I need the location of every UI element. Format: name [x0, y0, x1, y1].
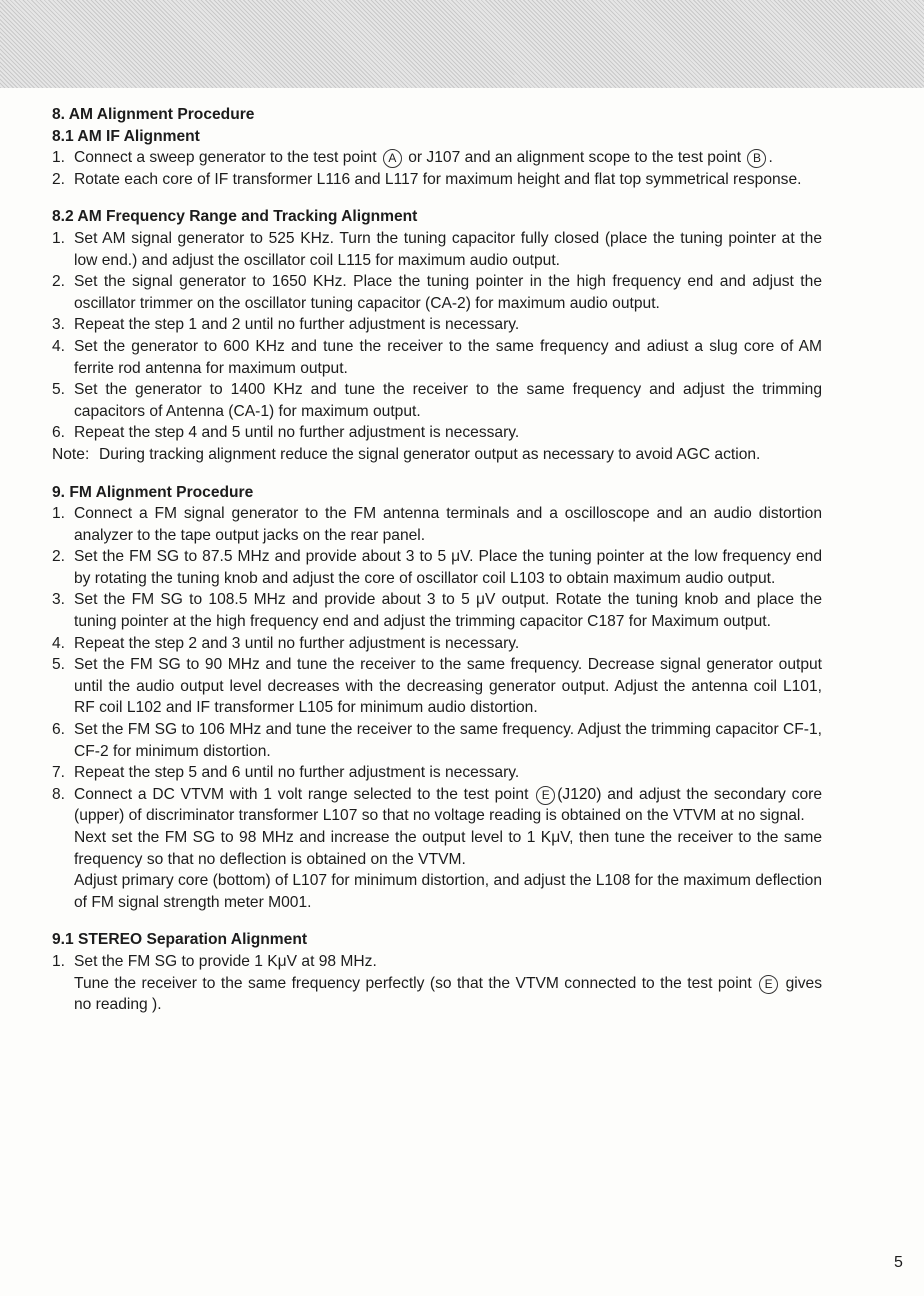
step-8-paragraph-3: Adjust primary core (bottom) of L107 for minimum distortion, and adjust the L108 for the maximum deflection of FM signal strength meter M001.: [74, 872, 822, 911]
step-text: Set the FM SG to 87.5 MHz and provide about 3 to 5 μV. Place the tuning pointer at the low frequency end by rotating the tuning knob and adjust the core of oscillator coil L103 to obtain maximum audio output.: [74, 548, 822, 587]
list-item: [52, 951, 822, 973]
section-9-1-steps: [52, 951, 822, 973]
stereo-step-paragraph-2: Tune the receiver to the same frequency perfectly (so that the VTVM connected to the test point E gives no reading ).: [74, 974, 822, 1014]
step-text: Connect a DC VTVM with 1 volt range selected to the test point E (J120) and adjust the secondary core (upper) of discriminator transformer L107 so that no voltage reading is obtained on the VTVM at no signal.: [74, 785, 822, 825]
list-item: [52, 546, 822, 589]
step-text: Set the generator to 1400 KHz and tune the receiver to the same frequency and adjust the trimming capacitors of Antenna (CA-1) for maximum output.: [74, 381, 822, 420]
step-number: 4.: [52, 337, 66, 355]
step-number: 6.: [52, 721, 66, 739]
step-number: 1.: [52, 149, 66, 167]
test-point-e-marker: E: [536, 786, 555, 805]
section-9-1-heading: 9.1 STEREO Separation Alignment: [52, 931, 308, 949]
step-text: Set the generator to 600 KHz and tune the receiver to the same frequency and adiust a slug core of AM ferrite rod antenna for maximum output.: [74, 337, 822, 377]
step-text: Set the signal generator to 1650 KHz. Place the tuning pointer in the high frequency end and adjust the oscillator trimmer on the oscillator tuning capacitor (CA-2) for maximum audio output.: [74, 273, 822, 312]
step-text: Connect a sweep generator to the test point A or J107 and an alignment scope to the test point B .: [74, 149, 773, 167]
step-number: 3.: [52, 591, 66, 609]
step-number: 1.: [52, 505, 66, 523]
section-8-2-heading: 8.2 AM Frequency Range and Tracking Alignment: [52, 208, 418, 226]
step-number: 7.: [52, 764, 66, 782]
step-number: 5.: [52, 381, 66, 399]
list-item: [52, 633, 822, 655]
step-number: 1.: [52, 229, 66, 247]
step-text: Repeat the step 4 and 5 until no further adjustment is necessary.: [74, 424, 520, 442]
step-text: Set the FM SG to provide 1 KμV at 98 MHz.: [74, 952, 377, 970]
step-text: Set the FM SG to 108.5 MHz and provide about 3 to 5 μV output. Rotate the tuning knob and place the tuning pointer at the high frequency end and adjust the trimming capacitor C187 for Maximum output.: [74, 591, 822, 631]
section-9-steps: [52, 503, 822, 827]
page-number: 5: [894, 1254, 903, 1271]
test-point-e-marker: E: [759, 975, 778, 994]
section-9-heading: 9. FM Alignment Procedure: [52, 483, 254, 501]
section-8-1-heading: 8.1 AM IF Alignment: [52, 127, 200, 145]
list-item: [52, 589, 822, 632]
note-text: During tracking alignment reduce the signal generator output as necessary to avoid AGC action.: [99, 445, 761, 463]
step-number: 2.: [52, 170, 66, 188]
step-text: Repeat the step 1 and 2 until no further adjustment is necessary.: [74, 316, 520, 334]
list-item: [52, 169, 822, 191]
step-text: Set the FM SG to 106 MHz and tune the receiver to the same frequency. Adjust the trimming capacitor CF-1, CF-2 for minimum distortion.: [74, 721, 822, 760]
step-text: Rotate each core of IF transformer L116 and L117 for maximum height and flat top symmetrical response.: [74, 170, 802, 188]
step-number: 2.: [52, 548, 66, 566]
list-item: [52, 379, 822, 422]
step-number: 8.: [52, 785, 66, 803]
step-8-paragraph-2: Next set the FM SG to 98 MHz and increase the output level to 1 KμV, then tune the receiver to the same frequency so that no deflection is obtained on the VTVM.: [74, 829, 822, 868]
section-8-2-steps: [52, 228, 822, 444]
step-text: Set AM signal generator to 525 KHz. Turn the tuning capacitor fully closed (place the tuning pointer at the low end.) and adjust the oscillator coil L115 for maximum audio output.: [74, 229, 822, 269]
list-item: [52, 228, 822, 271]
list-item: [52, 654, 822, 719]
step-text: Repeat the step 2 and 3 until no further adjustment is necessary.: [74, 634, 520, 652]
step-text: Connect a FM signal generator to the FM antenna terminals and a oscilloscope and an audio distortion analyzer to the tape output jacks on the rear panel.: [74, 505, 822, 544]
list-item: [52, 336, 822, 379]
list-item: [52, 422, 822, 444]
step-number: 5.: [52, 656, 66, 674]
scan-header-band: [0, 0, 924, 88]
note-label: Note:: [52, 445, 90, 463]
test-point-b-marker: B: [747, 149, 766, 168]
tracking-note: [52, 444, 822, 466]
step-number: 4.: [52, 634, 66, 652]
step-text: Repeat the step 5 and 6 until no further adjustment is necessary.: [74, 764, 520, 782]
list-item: [52, 762, 822, 784]
list-item: [52, 147, 822, 169]
test-point-a-marker: A: [383, 149, 402, 168]
document-body: [52, 104, 822, 1016]
list-item: [52, 314, 822, 336]
step-number: 1.: [52, 952, 66, 970]
list-item: [52, 503, 822, 546]
list-item: [52, 719, 822, 762]
section-8-heading: 8. AM Alignment Procedure: [52, 106, 255, 123]
step-number: 2.: [52, 273, 66, 291]
step-number: 3.: [52, 316, 66, 334]
list-item: [52, 271, 822, 314]
list-item: [52, 784, 822, 827]
section-8-1-steps: [52, 147, 822, 190]
step-number: 6.: [52, 424, 66, 442]
step-text: Set the FM SG to 90 MHz and tune the receiver to the same frequency. Decrease signal generator output until the audio output level decreases with the decreasing generator output. Adjust the antenna coil L101, RF coil L102 and IF transformer L105 for minimum audio distortion.: [74, 656, 822, 717]
